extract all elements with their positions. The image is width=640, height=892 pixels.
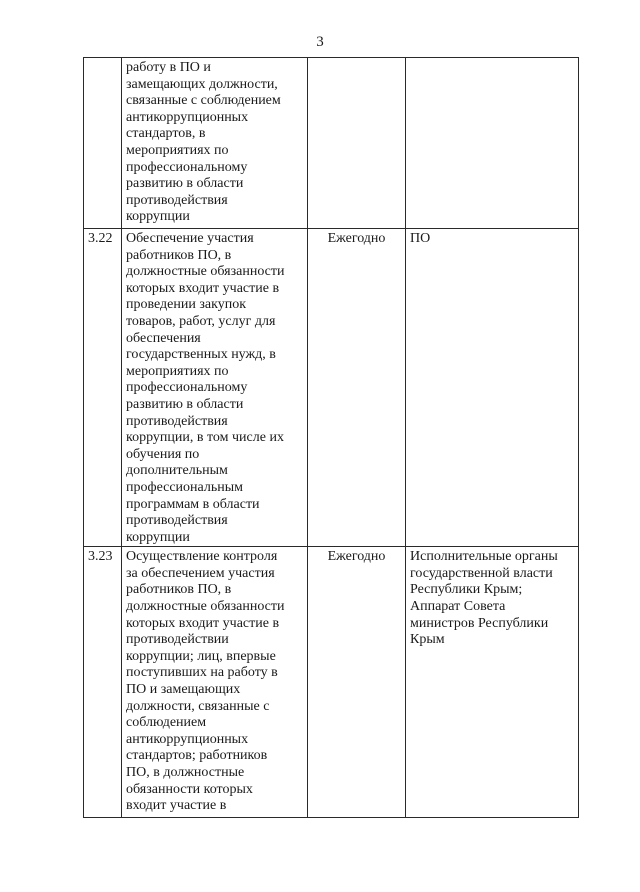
executors-cell xyxy=(406,58,579,229)
executors-text: Исполнительные органы государственной власти Республики Крым; Аппарат Совета министров Республики Крым xyxy=(410,549,558,648)
item-number-cell: 3.23 xyxy=(84,547,122,818)
measure-cell xyxy=(122,547,308,818)
measure-cell xyxy=(122,229,308,547)
executors-text: ПО xyxy=(410,231,431,246)
item-number-cell: 3.22 xyxy=(84,229,122,547)
measure-cell xyxy=(122,58,308,229)
table-row xyxy=(84,229,579,547)
executors-cell xyxy=(406,547,579,818)
measure-text: Осуществление контроля за обеспечением участия работников ПО, в должностные обязанности которых входит участие в противодействии коррупции; лиц, впервые поступивших на работу в ПО и замещающих должности, связанные с соблюдением антикоррупционных стандартов; работников ПО, в должностные обязанности которых входит участие в xyxy=(126,549,285,814)
measure-text: Обеспечение участия работников ПО, в должностные обязанности которых входит участие в проведении закупок товаров, работ, услуг для обеспечения государственных нужд, в мероприятиях по профессиональному развитию в области противодействия коррупции, в том числе их обучения по дополнительным профессиональным программам в области противодействия коррупции xyxy=(126,231,285,545)
executors-cell xyxy=(406,229,579,547)
item-number-cell xyxy=(84,58,122,229)
term-cell: Ежегодно xyxy=(308,547,406,818)
table-row xyxy=(84,547,579,818)
measures-table xyxy=(83,57,579,818)
measure-text: работу в ПО и замещающих должности, связанные с соблюдением антикоррупционных стандартов, в мероприятиях по профессиональному развитию в области противодействия коррупции xyxy=(126,60,281,225)
table-row xyxy=(84,58,579,229)
term-cell xyxy=(308,58,406,229)
term-cell: Ежегодно xyxy=(308,229,406,547)
page-number: 3 xyxy=(316,34,324,50)
